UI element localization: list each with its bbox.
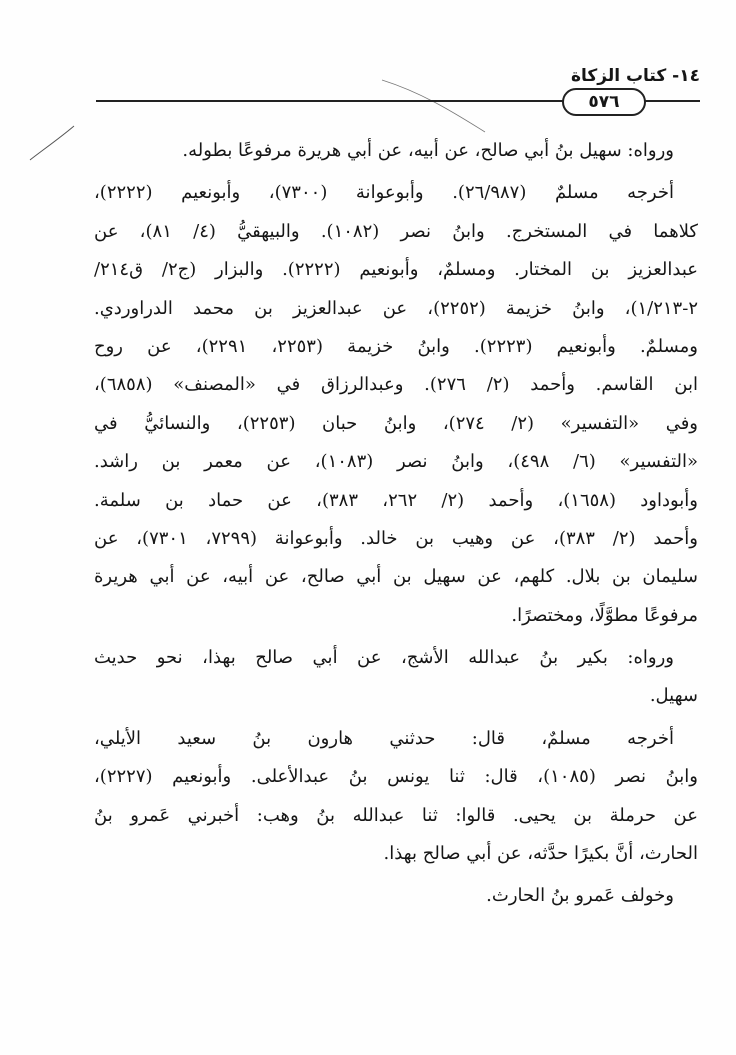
text-line: سليمان بن بلال. كلهم، عن سهيل بن أبي صالح، عن أبيه، عن أبي هريرة: [94, 566, 698, 588]
text-line: ورواه: سهيل بنُ أبي صالح، عن أبيه، عن أبي هريرة مرفوعًا بطوله.: [182, 140, 674, 161]
text-line: سهيل.: [649, 685, 698, 707]
text-line: ورواه: بكير بنُ عبدالله الأشج، عن أبي صالح بهذا، نحو حديث: [94, 647, 674, 669]
text-line: عن حرملة بن يحيى. قالوا: ثنا عبدالله بنُ وهب: أخبرني عَمرو بنُ: [94, 804, 698, 826]
text-line: ابن القاسم. وأحمد (٢/ ٢٧٦). وعبدالرزاق في «المصنف» (٦٨٥٨)،: [94, 374, 698, 396]
page-body: [94, 132, 698, 920]
pen-stroke-mark: [0, 120, 80, 170]
text-line: أخرجه مسلمٌ، قال: حدثني هارون بنُ سعيد الأيلي،: [94, 727, 674, 749]
text-line: أخرجه مسلمٌ (٢٦/٩٨٧). وأبوعوانة (٧٣٠٠)، وأبونعيم (٢٢٢٢)،: [94, 182, 674, 204]
text-line: كلاهما في المستخرج. وابنُ نصر (١٠٨٢). والبيهقيُّ (٤/ ٨١)، عن: [94, 220, 698, 242]
paragraph: [94, 720, 698, 874]
text-line: وخولف عَمرو بنُ الحارث.: [486, 885, 674, 907]
text-line: وأبوداود (١٦٥٨)، وأحمد (٢/ ٢٦٢، ٣٨٣)، عن حماد بن سلمة.: [94, 489, 698, 511]
paragraph: [94, 639, 698, 716]
text-line: «التفسير» (٦/ ٤٩٨)، وابنُ نصر (١٠٨٣)، عن معمر بن راشد.: [94, 451, 698, 473]
text-line: وابنُ نصر (١٠٨٥)، قال: ثنا يونس بنُ عبدالأعلى. وأبونعيم (٢٢٢٧)،: [94, 766, 698, 788]
paragraph: [94, 877, 698, 915]
text-line: عبدالعزيز بن المختار. ومسلمٌ، وأبونعيم (٢٢٢٢). والبزار (ج٢/ ق٢١٤/: [94, 259, 698, 281]
text-line: ومسلمٌ. وأبونعيم (٢٢٢٣). وابنُ خزيمة (٢٢٥٣، ٢٢٩١)، عن روح: [94, 335, 698, 357]
paragraph: [94, 174, 698, 635]
paragraph: [94, 132, 698, 170]
text-line: وأحمد (٢/ ٣٨٣)، عن وهيب بن خالد. وأبوعوانة (٧٢٩٩، ٧٣٠١)، عن: [94, 527, 698, 549]
page-header: [96, 66, 700, 116]
page-number: ٥٧٦: [562, 88, 646, 116]
chapter-title: ١٤- كتاب الزكاة: [570, 66, 700, 86]
text-line: وفي «التفسير» (٢/ ٢٧٤)، وابنُ حبان (٢٢٥٣)، والنسائيُّ في: [94, 412, 698, 434]
text-line: ٢-١/٢١٣)، وابنُ خزيمة (٢٢٥٢)، عن عبدالعزيز بن محمد الدراوردي.: [94, 297, 698, 319]
text-line: مرفوعًا مطوَّلًا، ومختصرًا.: [511, 604, 698, 626]
text-line: الحارث، أنَّ بكيرًا حدَّثه، عن أبي صالح بهذا.: [383, 843, 698, 865]
